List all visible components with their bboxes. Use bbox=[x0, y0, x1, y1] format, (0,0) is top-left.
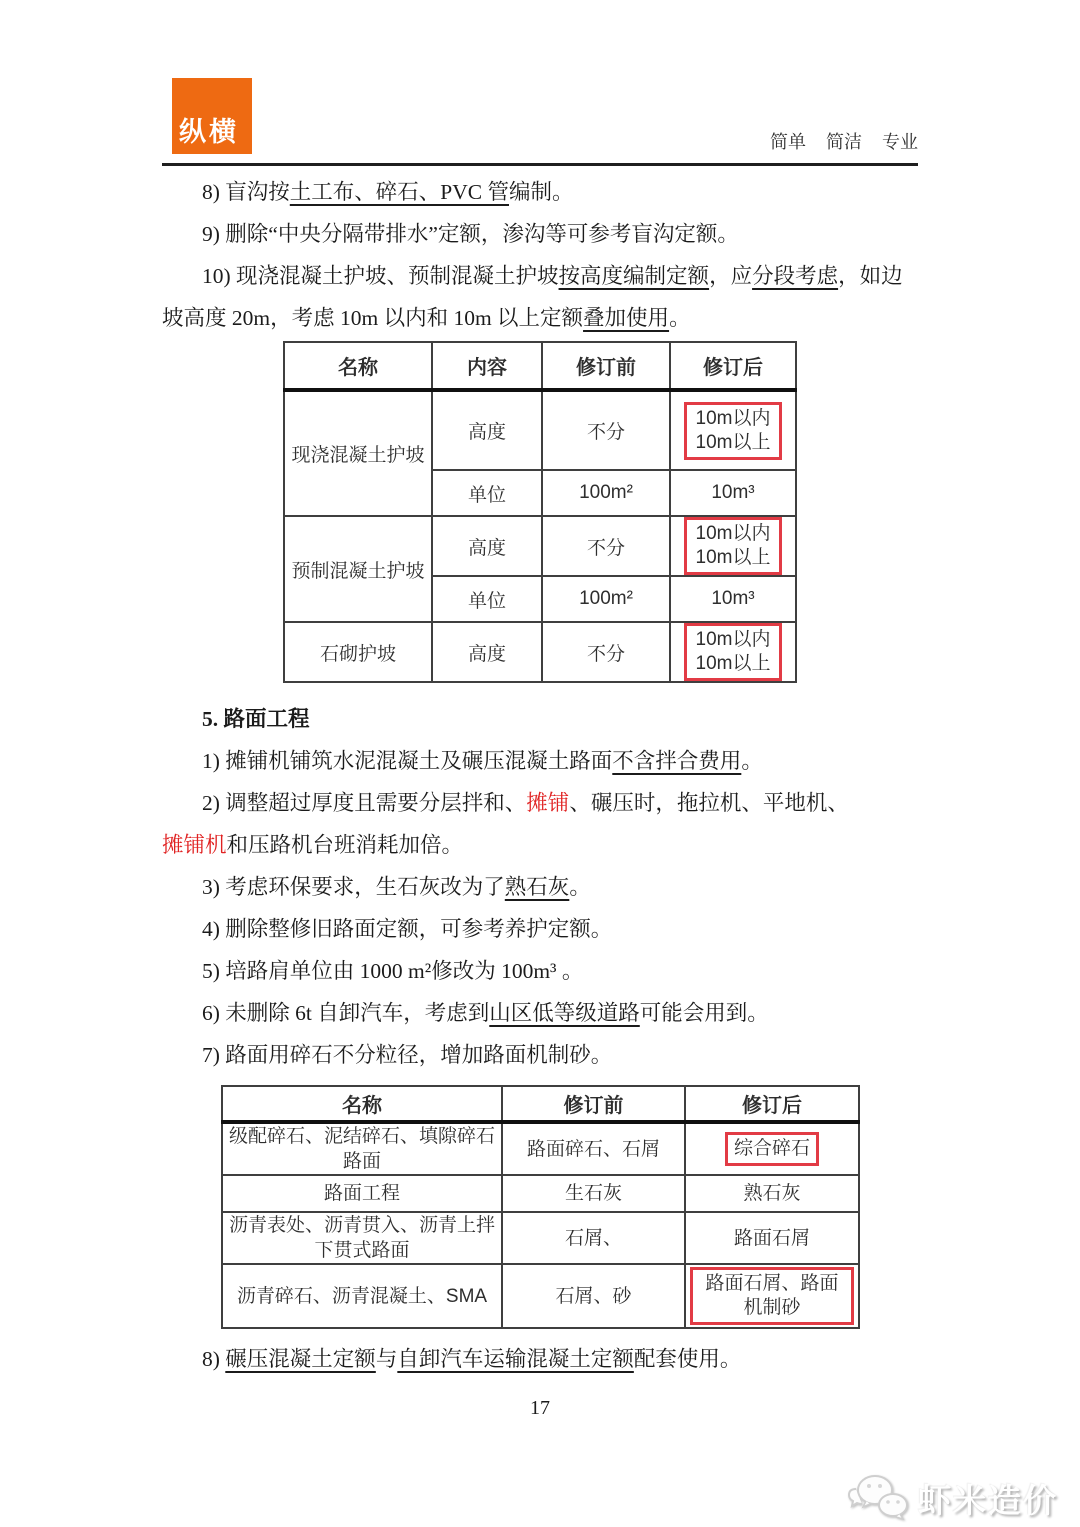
paragraph-item-4 bbox=[162, 908, 918, 950]
text-run: ，如边 bbox=[838, 264, 903, 288]
brand-logo bbox=[172, 78, 252, 154]
brand-logo-text: 纵横 bbox=[179, 117, 239, 147]
text-run: ，应 bbox=[709, 264, 753, 288]
column-header: 名称 bbox=[284, 342, 432, 390]
paragraph-item-8-pavement bbox=[162, 1338, 918, 1380]
text-run: 5) 培路肩单位由 1000 m²修改为 100m³ 。 bbox=[202, 959, 584, 983]
table-header-row bbox=[284, 342, 796, 390]
watermark bbox=[846, 1471, 1058, 1526]
text-run: 1) 摊铺机铺筑水泥混凝土及碾压混凝土路面 bbox=[202, 749, 613, 773]
text-run: 2) 调整超过厚度且需要分层拌和、 bbox=[202, 791, 527, 815]
text-run: 和压路机台班消耗加倍。 bbox=[226, 833, 464, 857]
text-run: 编制。 bbox=[509, 180, 574, 204]
highlight-box: 综合碎石 bbox=[725, 1132, 819, 1166]
cell-content: 高度 bbox=[432, 516, 542, 576]
text-run: 10) 现浇混凝土护坡、预制混凝土护坡 bbox=[202, 264, 559, 288]
column-header: 内容 bbox=[432, 342, 542, 390]
cell-content: 高度 bbox=[432, 390, 542, 470]
column-header: 修订前 bbox=[542, 342, 670, 390]
cell-name: 沥青碎石、沥青混凝土、SMA bbox=[222, 1264, 502, 1328]
underlined-text: 不含拌合费用 bbox=[612, 749, 742, 773]
highlight-box: 路面石屑、路面机制砂 bbox=[690, 1267, 854, 1325]
cell-before: 不分 bbox=[542, 622, 670, 682]
paragraph-item-7 bbox=[162, 1034, 918, 1076]
table-row bbox=[222, 1122, 859, 1175]
underlined-text: 山区低等级道路 bbox=[489, 1001, 640, 1025]
cell-before: 路面碎石、石屑 bbox=[502, 1122, 685, 1175]
highlight-box bbox=[684, 623, 783, 681]
tagline-word: 简洁 bbox=[826, 132, 862, 152]
cell-content: 单位 bbox=[432, 470, 542, 516]
cell-content: 高度 bbox=[432, 622, 542, 682]
cell-after: 路面石屑 bbox=[685, 1212, 859, 1264]
text-run: 10m以上 bbox=[695, 547, 771, 568]
paragraph-item-9 bbox=[162, 213, 918, 255]
underlined-text: 按高度编制定额 bbox=[558, 264, 710, 288]
cell-before: 不分 bbox=[542, 516, 670, 576]
cell-after bbox=[670, 390, 796, 470]
text-run: 。 bbox=[741, 749, 763, 773]
table-row bbox=[284, 390, 796, 470]
page-number: 17 bbox=[530, 1397, 550, 1419]
section-heading-5: 5. 路面工程 bbox=[202, 707, 310, 731]
tagline-word: 专业 bbox=[882, 132, 918, 152]
header-tagline bbox=[770, 128, 918, 154]
table-row bbox=[222, 1264, 859, 1328]
cell-before: 100m² bbox=[542, 576, 670, 622]
paragraph-item-6 bbox=[162, 992, 918, 1034]
column-header: 名称 bbox=[222, 1086, 502, 1122]
underlined-text: 土工布、碎石、PVC 管 bbox=[289, 180, 509, 204]
text-run: 10m以内 bbox=[695, 407, 771, 429]
paragraph-item-1 bbox=[162, 740, 918, 782]
underlined-text: 碾压混凝土定额 bbox=[225, 1347, 376, 1371]
table-row bbox=[222, 1175, 859, 1212]
highlight-box bbox=[684, 517, 783, 575]
tagline-word: 简单 bbox=[770, 132, 806, 152]
table-header-row bbox=[222, 1086, 859, 1122]
row-group-name: 现浇混凝土护坡 bbox=[284, 390, 432, 516]
cell-after bbox=[685, 1122, 859, 1175]
text-run: 可能会用到。 bbox=[639, 1001, 769, 1025]
cell-before: 100m² bbox=[542, 470, 670, 516]
paragraph-item-10 bbox=[162, 255, 918, 297]
cell-after bbox=[670, 516, 796, 576]
cell-before: 石屑、 bbox=[502, 1212, 685, 1264]
column-header: 修订后 bbox=[685, 1086, 859, 1122]
column-header: 修订后 bbox=[670, 342, 796, 390]
red-text: 摊铺 bbox=[526, 791, 570, 815]
row-group-name: 预制混凝土护坡 bbox=[284, 516, 432, 622]
paragraph-item-10-cont bbox=[162, 297, 918, 339]
column-header: 修订前 bbox=[502, 1086, 685, 1122]
wechat-icon bbox=[846, 1471, 912, 1526]
paragraph-item-8 bbox=[162, 171, 918, 213]
cell-before: 生石灰 bbox=[502, 1175, 685, 1212]
paragraph-item-2 bbox=[162, 782, 918, 824]
underlined-text: 自卸汽车运输混凝土定额 bbox=[397, 1347, 634, 1371]
cell-after: 10m³ bbox=[670, 576, 796, 622]
cell-name: 级配碎石、泥结碎石、填隙碎石路面 bbox=[222, 1122, 502, 1175]
text-run: 坡高度 20m，考虑 10m 以内和 10m 以上定额 bbox=[162, 306, 584, 330]
table-row bbox=[284, 516, 796, 576]
cell-name: 路面工程 bbox=[222, 1175, 502, 1212]
text-run: 3) 考虑环保要求，生石灰改为了 bbox=[202, 875, 505, 899]
text-run: 10m以内 bbox=[695, 629, 771, 650]
paragraph-item-2-cont bbox=[162, 824, 918, 866]
cell-before: 石屑、砂 bbox=[502, 1264, 685, 1328]
table-row bbox=[284, 622, 796, 682]
underlined-text: 叠加使用 bbox=[583, 306, 670, 330]
text-run: 8) 盲沟按 bbox=[202, 180, 290, 204]
revision-table-slope bbox=[283, 341, 797, 683]
row-group-name: 石砌护坡 bbox=[284, 622, 432, 682]
text-run: 与 bbox=[375, 1347, 398, 1371]
text-run: 10m以上 bbox=[695, 653, 771, 674]
text-run: 9) 删除“中央分隔带排水”定额，渗沟等可参考盲沟定额。 bbox=[202, 222, 739, 246]
cell-after: 熟石灰 bbox=[685, 1175, 859, 1212]
cell-after: 10m³ bbox=[670, 470, 796, 516]
paragraph-item-3 bbox=[162, 866, 918, 908]
underlined-text: 分段考虑 bbox=[752, 264, 839, 288]
revision-table-pavement bbox=[221, 1085, 860, 1329]
header-divider bbox=[162, 163, 918, 166]
cell-name: 沥青表处、沥青贯入、沥青上拌下贯式路面 bbox=[222, 1212, 502, 1264]
red-text: 摊铺机 bbox=[162, 833, 227, 857]
cell-content: 单位 bbox=[432, 576, 542, 622]
text-run: 6) 未删除 6t 自卸汽车，考虑到 bbox=[202, 1001, 490, 1025]
text-run: 7) 路面用碎石不分粒径，增加路面机制砂。 bbox=[202, 1043, 613, 1067]
highlight-box bbox=[684, 402, 783, 460]
text-run: 。 bbox=[569, 875, 591, 899]
watermark-label: 虾米造价 bbox=[918, 1482, 1058, 1519]
text-run: 配套使用。 bbox=[633, 1347, 742, 1371]
table-row bbox=[222, 1212, 859, 1264]
document-body bbox=[162, 171, 918, 1420]
text-run: 8) bbox=[202, 1347, 226, 1371]
cell-before: 不分 bbox=[542, 390, 670, 470]
text-run: 、碾压时，拖拉机、平地机、 bbox=[569, 791, 849, 815]
text-run: 。 bbox=[669, 306, 691, 330]
text-run: 4) 删除整修旧路面定额，可参考养护定额。 bbox=[202, 917, 613, 941]
text-run: 10m以上 bbox=[695, 431, 771, 453]
cell-after bbox=[685, 1264, 859, 1328]
text-run: 10m以内 bbox=[695, 523, 771, 544]
underlined-text: 熟石灰 bbox=[504, 875, 570, 899]
cell-after bbox=[670, 622, 796, 682]
paragraph-item-5 bbox=[162, 950, 918, 992]
